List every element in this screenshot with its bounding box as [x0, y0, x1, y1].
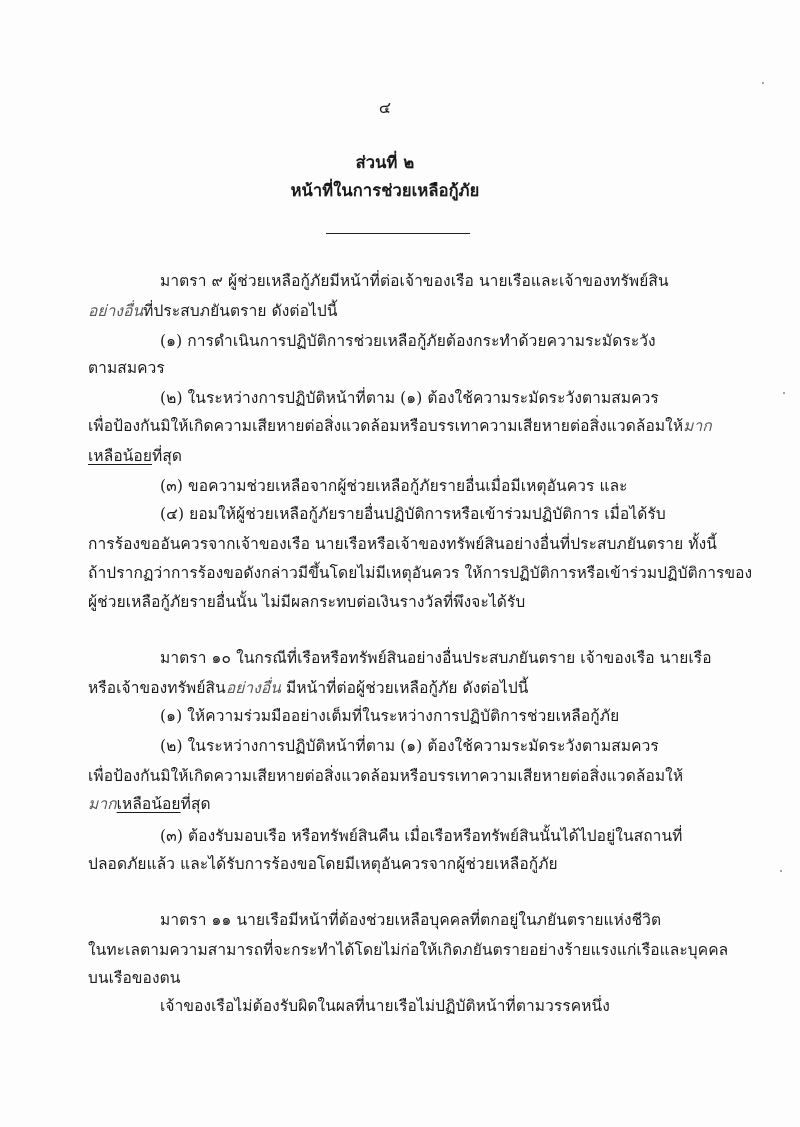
section-9-line-2	[88, 298, 338, 323]
text: ที่สุด	[180, 795, 211, 813]
text: ที่ประสบภยันตราย ดังต่อไปนี้	[143, 302, 338, 320]
section-10-line-2	[88, 675, 529, 700]
struck-text: มาก	[683, 417, 712, 435]
text: หรือเจ้าของทรัพย์สิน	[88, 679, 226, 697]
underlined-text: เหลือน้อย	[116, 795, 181, 813]
section-10-item-2-cont: เพื่อป้องกันมิให้เกิดความเสียหายต่อสิ่งแวดล้อมหรือบรรเทาความเสียหายต่อสิ่งแวดล้อมให้	[88, 767, 684, 785]
scan-speck	[783, 392, 785, 394]
section-11-line-2: ในทะเลตามความสามารถที่จะกระทำได้โดยไม่ก่อให้เกิดภยันตรายอย่างร้ายแรงแก่เรือและบุคคล	[88, 941, 729, 959]
text: ที่สุด	[152, 447, 183, 465]
part-title: ส่วนที่ ๒	[355, 153, 415, 172]
section-10-item-2-end	[88, 791, 211, 816]
text: เพื่อป้องกันมิให้เกิดความเสียหายต่อสิ่งแวดล้อมหรือบรรเทาความเสียหายต่อสิ่งแวดล้อมให้	[88, 417, 684, 435]
page-number: ๔	[378, 98, 392, 117]
section-11-paragraph-2: เจ้าของเรือไม่ต้องรับผิดในผลที่นายเรือไม่ปฏิบัติหน้าที่ตามวรรคหนึ่ง	[160, 997, 610, 1015]
section-9-line-1: มาตรา ๙ ผู้ช่วยเหลือกู้ภัยมีหน้าที่ต่อเจ้าของเรือ นายเรือและเจ้าของทรัพย์สิน	[160, 272, 669, 290]
underlined-text: เหลือน้อย	[88, 447, 153, 465]
section-9-item-4-cont-1: การร้องขออันควรจากเจ้าของเรือ นายเรือหรือเจ้าของทรัพย์สินอย่างอื่นที่ประสบภยันตราย ทั้งนี้	[88, 535, 717, 553]
section-9-item-4-cont-2: ถ้าปรากฏว่าการร้องขอดังกล่าวมีขึ้นโดยไม่มีเหตุอันควร ให้การปฏิบัติการหรือเข้าร่วมปฏิบัติการของ	[88, 564, 753, 582]
struck-text: อย่างอื่น	[225, 679, 281, 697]
section-10-item-3: (๓) ต้องรับมอบเรือ หรือทรัพย์สินคืน เมื่อเรือหรือทรัพย์สินนั้นได้ไปอยู่ในสถานที่	[160, 827, 683, 845]
struck-text: อย่างอื่น	[88, 302, 144, 320]
section-10-line-1: มาตรา ๑๐ ในกรณีที่เรือหรือทรัพย์สินอย่างอื่นประสบภยันตราย เจ้าของเรือ นายเรือ	[160, 649, 712, 667]
scan-speck	[762, 82, 764, 84]
scan-speck	[780, 870, 782, 872]
section-10-item-2: (๒) ในระหว่างการปฏิบัติหน้าที่ตาม (๑) ต้องใช้ความระมัดระวังตามสมควร	[160, 737, 659, 755]
text: มีหน้าที่ต่อผู้ช่วยเหลือกู้ภัย ดังต่อไปนี้	[280, 679, 529, 697]
section-9-item-4: (๔) ยอมให้ผู้ช่วยเหลือกู้ภัยรายอื่นปฏิบัติการหรือเข้าร่วมปฏิบัติการ เมื่อได้รับ	[160, 505, 666, 523]
struck-text: มาก	[88, 795, 117, 813]
section-10-item-1: (๑) ให้ความร่วมมืออย่างเต็มที่ในระหว่างการปฏิบัติการช่วยเหลือกู้ภัย	[160, 707, 620, 725]
title-divider	[326, 233, 470, 234]
section-10-item-3-cont: ปลอดภัยแล้ว และได้รับการร้องขอโดยมีเหตุอันควรจากผู้ช่วยเหลือกู้ภัย	[88, 855, 558, 873]
section-9-item-4-cont-3: ผู้ช่วยเหลือกู้ภัยรายอื่นนั้น ไม่มีผลกระทบต่อเงินรางวัลที่พึงจะได้รับ	[88, 593, 526, 611]
section-9-item-1: (๑) การดำเนินการปฏิบัติการช่วยเหลือกู้ภัยต้องกระทำด้วยความระมัดระวัง	[160, 332, 656, 350]
section-9-item-3: (๓) ขอความช่วยเหลือจากผู้ช่วยเหลือกู้ภัยรายอื่นเมื่อมีเหตุอันควร และ	[160, 477, 628, 495]
section-9-item-1-cont: ตามสมควร	[88, 359, 165, 377]
section-9-item-2-cont	[88, 413, 712, 438]
section-9-item-2-end	[88, 443, 182, 468]
section-9-item-2: (๒) ในระหว่างการปฏิบัติหน้าที่ตาม (๑) ต้องใช้ความระมัดระวังตามสมควร	[160, 389, 659, 407]
section-11-line-3: บนเรือของตน	[88, 969, 181, 987]
section-11-line-1: มาตรา ๑๑ นายเรือมีหน้าที่ต้องช่วยเหลือบุคคลที่ตกอยู่ในภยันตรายแห่งชีวิต	[160, 911, 662, 929]
part-subtitle: หน้าที่ในการช่วยเหลือกู้ภัย	[290, 181, 480, 200]
